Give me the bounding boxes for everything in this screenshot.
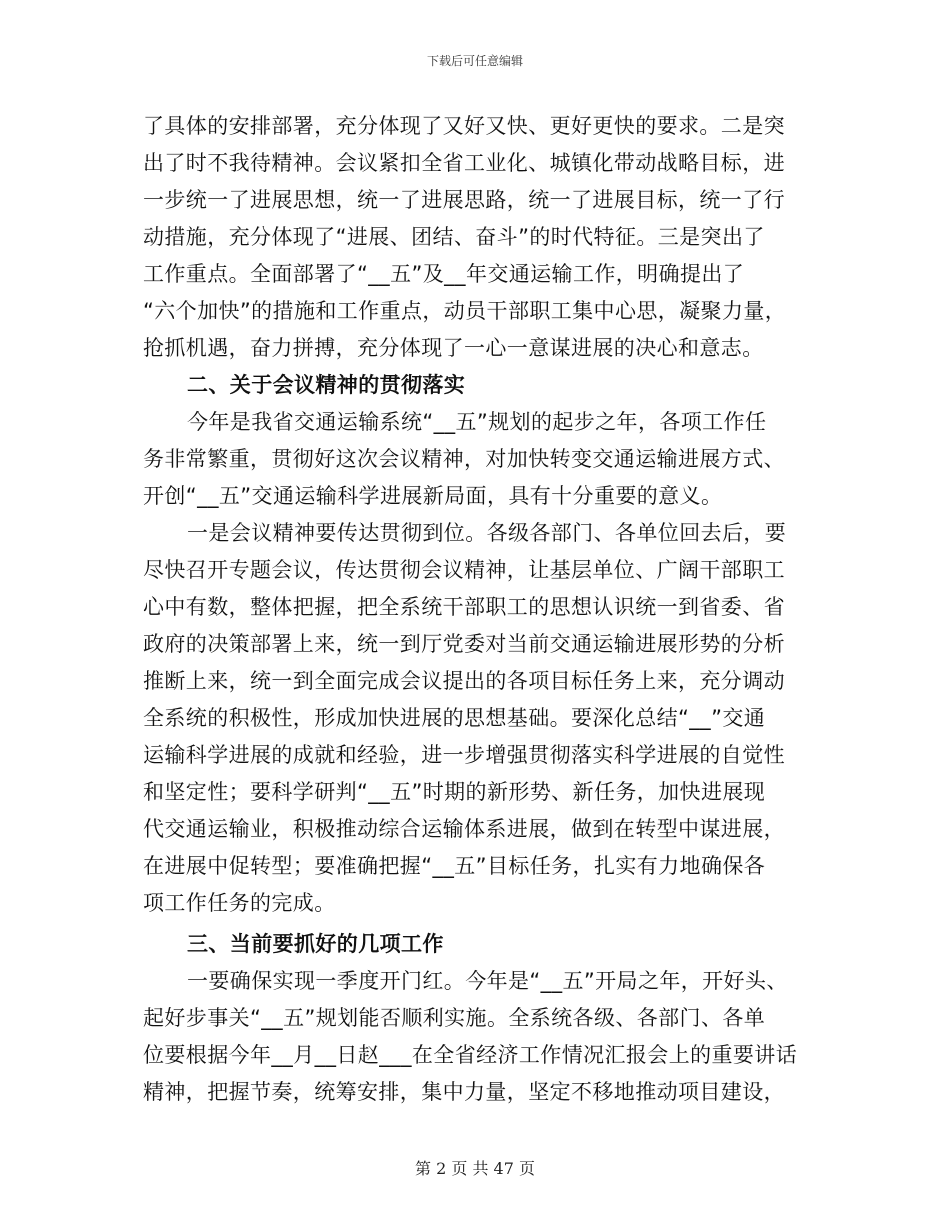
document-body xyxy=(143,108,811,1111)
section-heading: 二、关于会议精神的贯彻落实 xyxy=(187,373,466,397)
paragraph-line: 代交通运输业，积极推动综合运输体系进展，做到在转型中谋进展， xyxy=(143,817,785,841)
paragraph-line: 一要确保实现一季度开门红。今年是“__五”开局之年，开好头、 xyxy=(187,969,788,993)
paragraph-line: 政府的决策部署上来，统一到厅党委对当前交通运输进展形势的分析 xyxy=(143,632,785,656)
paragraph-line: 在进展中促转型；要准确把握“__五”目标任务，扎实有力地确保各 xyxy=(143,854,766,878)
paragraph-line: 动措施，充分体现了“进展、团结、奋斗”的时代特征。三是突出了 xyxy=(143,225,765,249)
paragraph-line: 推断上来，统一到全面完成会议提出的各项目标任务上来，充分调动 xyxy=(143,669,785,693)
paragraph-line: 了具体的安排部署，充分体现了又好又快、更好更快的要求。二是突 xyxy=(143,114,785,138)
paragraph-line: 工作重点。全面部署了“__五”及__年交通运输工作，明确提出了 xyxy=(143,262,745,286)
paragraph-line: 务非常繁重，贯彻好这次会议精神，对加快转变交通运输进展方式、 xyxy=(143,447,785,471)
paragraph-line: 抢抓机遇，奋力拼搏，充分体现了一心一意谋进展的决心和意志。 xyxy=(143,336,764,360)
paragraph-line: 运输科学进展的成就和经验，进一步增强贯彻落实科学进展的自觉性 xyxy=(143,743,785,767)
paragraph-line: 今年是我省交通运输系统“__五”规划的起步之年，各项工作任 xyxy=(187,410,767,434)
paragraph-line: 位要根据今年__月__日赵___在全省经济工作情况汇报会上的重要讲话 xyxy=(143,1043,798,1067)
paragraph-line: 精神，把握节奏，统筹安排，集中力量，坚定不移地推动项目建设， xyxy=(143,1080,785,1104)
paragraph-line: 全系统的积极性，形成加快进展的思想基础。要深化总结“__”交通 xyxy=(143,706,766,730)
paragraph-line: 开创“__五”交通运输科学进展新局面，具有十分重要的意义。 xyxy=(143,484,723,508)
paragraph-line: 尽快召开专题会议，传达贯彻会议精神，让基层单位、广阔干部职工 xyxy=(143,558,785,582)
page-header: 下载后可任意编辑 xyxy=(426,54,523,68)
section-heading: 三、当前要抓好的几项工作 xyxy=(187,932,444,956)
paragraph-line: 和坚定性；要科学研判“__五”时期的新形势、新任务，加快进展现 xyxy=(143,780,766,804)
paragraph-line: 一是会议精神要传达贯彻到位。各级各部门、各单位回去后，要 xyxy=(187,521,787,545)
page-footer: 第 2 页 共 47 页 xyxy=(415,1159,535,1178)
paragraph-line: 出了时不我待精神。会议紧扣全省工业化、城镇化带动战略目标，进 xyxy=(143,151,785,175)
paragraph-line: 项工作任务的完成。 xyxy=(143,891,336,915)
paragraph-line: 心中有数，整体把握，把全系统干部职工的思想认识统一到省委、省 xyxy=(143,595,785,619)
paragraph-line: “六个加快”的措施和工作重点，动员干部职工集中心思，凝聚力量， xyxy=(143,299,787,323)
paragraph-line: 一步统一了进展思想，统一了进展思路，统一了进展目标，统一了行 xyxy=(143,188,785,212)
paragraph-line: 起好步事关“__五”规划能否顺利实施。全系统各级、各部门、各单 xyxy=(143,1006,766,1030)
